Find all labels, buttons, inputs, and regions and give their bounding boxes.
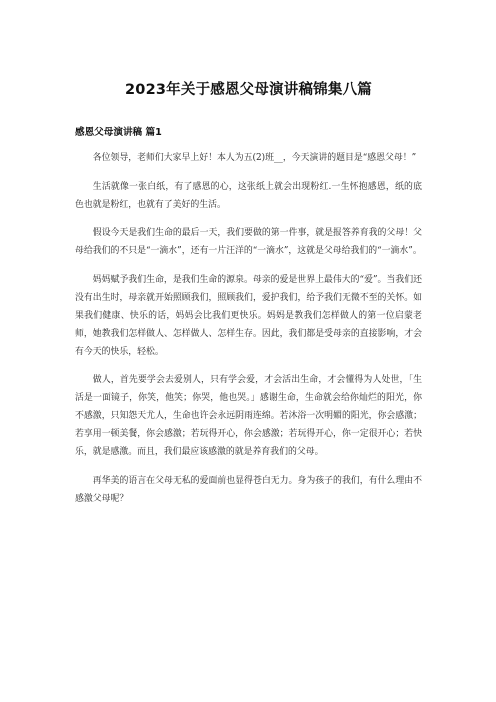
- paragraph: 各位领导，老师们大家早上好！本人为五(2)班__，今天演讲的题目是“感恩父母！”: [92, 153, 417, 163]
- document-title: 2023年关于感恩父母演讲稿锦集八篇: [125, 82, 372, 98]
- paragraph: 假设今天是我们生命的最后一天，我们要做的第一件事，就是报答养育我的父母！父母给我们的不只是“一滴水”，还有一片汪洋的“一滴水”，这就是父母给我们的“一滴水”。: [75, 228, 422, 256]
- section-heading: 感恩父母演讲稿 篇1: [75, 127, 162, 138]
- paragraph: 再华美的语言在父母无私的爱面前也显得苍白无力。身为孩子的我们，有什么理由不感激父母呢？: [75, 475, 422, 504]
- body-text: [75, 149, 422, 508]
- paragraph: 做人，首先要学会去爱别人，只有学会爱，才会活出生命，才会懂得为人处世，「生活是一面镜子，你笑，他笑；你哭，他也哭。」感谢生命，生命就会给你灿烂的阳光，你不感激，只知怨天尤人，生命也许会永远阴雨连绵。若沐浴一次明媚的阳光，你会感激；若享用一顿美餐，你会感激；若玩得开心，你会感激；若玩得开心，你一定很开心；若快乐，就是感激。而且，我们最应该感激的就是养育我们的父母。: [75, 375, 422, 457]
- paragraph: 生活就像一张白纸，有了感恩的心，这张纸上就会出现粉红.一生怀抱感恩，纸的底色也就是粉红，也就有了美好的生活。: [75, 181, 422, 210]
- paragraph: 妈妈赋予我们生命，是我们生命的源泉。母亲的爱是世界上最伟大的“爱”。当我们还没有出生时，母亲就开始照顾我们，照顾我们，爱护我们，给予我们无微不至的关怀。如果我们健康、快乐的话，妈妈会比我们更快乐。妈妈是教我们怎样做人的第一位启蒙老师，她教我们怎样做人、怎样做人、怎样生存。因此，我们都是受母亲的直接影响，才会有今天的快乐，轻松。: [75, 274, 422, 357]
